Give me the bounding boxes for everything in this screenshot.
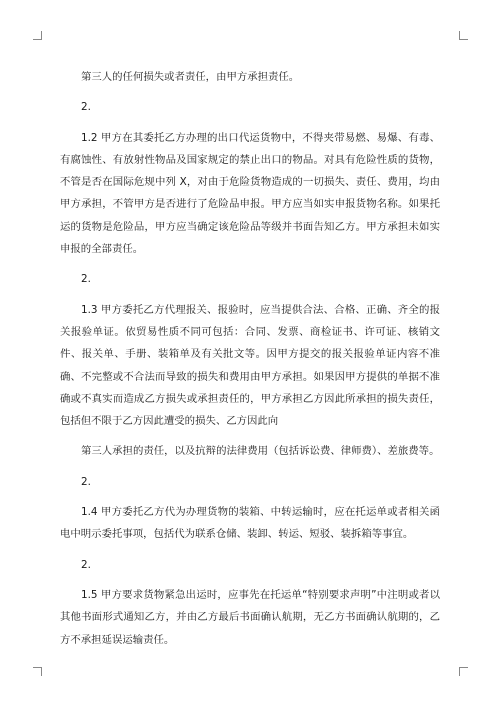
paragraph: 第三人承担的责任，以及抗辩的法律费用（包括诉讼费、律师费）、差旅费等。 xyxy=(81,445,440,458)
document-body xyxy=(60,66,440,659)
crop-mark-top-left xyxy=(33,31,42,40)
section-number: 2. xyxy=(81,475,91,488)
crop-mark-bottom-right xyxy=(459,667,468,676)
section-number: 2. xyxy=(81,273,91,286)
paragraph: 第三人的任何损失或者责任，由甲方承担责任。 xyxy=(81,71,300,83)
crop-mark-top-right xyxy=(459,31,468,40)
paragraph: 1.4 甲方委托乙方代为办理货物的装箱、中转运输时，应在托运单或者相关函电中明示委托事项，包括代为联系仓储、装卸、转运、短驳、装拆箱等事宜。 xyxy=(60,506,440,541)
paragraph: 1.3 甲方委托乙方代理报关、报验时，应当提供合法、合格、正确、齐全的报关报验单证。依贸易性质不同可包括：合同、发票、商检证书、许可证、核销文件、报关单、手册、装箱单及有关批文等。因甲方提交的报关报验单证内容不准确、不完整或不合法而导致的损失和费用由甲方承担。如果因甲方提供的单据不准确或不真实而造成乙方损失或承担责任的，甲方承担乙方因此所承担的损失责任，包括但不限于乙方因此遭受的损失、乙方因此向 xyxy=(60,303,440,428)
paragraph: 1.5 甲方要求货物紧急出运时，应事先在托运单“特别要求声明”中注明或者以其他书面形式通知乙方，并由乙方最后书面确认航期，无乙方书面确认航期的，乙方不承担延误运输责任。 xyxy=(60,588,440,646)
section-number: 2. xyxy=(81,101,91,114)
paragraph: 1.2 甲方在其委托乙方办理的出口代运货物中，不得夹带易燃、易爆、有毒、有腐蚀性、有放射性物品及国家规定的禁止出口的物品。对具有危险性质的货物，不管是否在国际危规中列 X，对由于危险货物造成的一切损失、责任、费用，均由甲方承担，不管甲方是否进行了危险品申报。甲方应当如实申报货物名称。如果托运的货物是危险品，甲方应当确定该危险品等级并书面告知乙方。甲方承担未如实申报的全部责任。 xyxy=(60,131,440,256)
section-number: 2. xyxy=(81,558,91,571)
crop-mark-bottom-left xyxy=(33,667,42,676)
